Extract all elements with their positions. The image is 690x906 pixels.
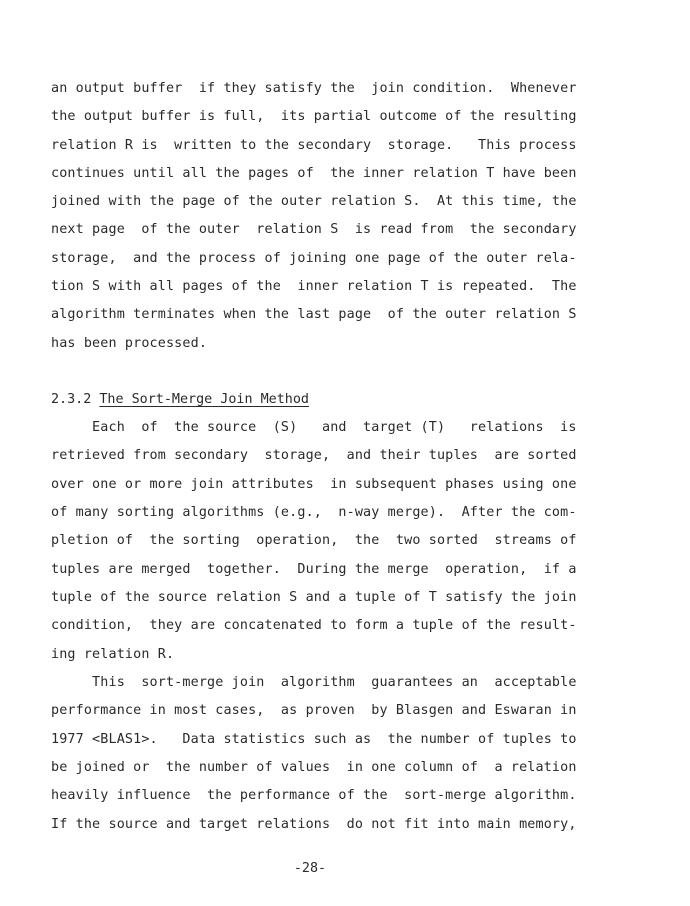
text-line: an output buffer if they satisfy the join condition. Whenever — [51, 81, 577, 96]
text-line: heavily influence the performance of the sort-merge algorithm. — [51, 788, 577, 803]
text-line: ing relation R. — [51, 647, 175, 662]
text-line: the output buffer is full, its partial outcome of the resulting — [51, 109, 577, 124]
text-line: tuples are merged together. During the merge operation, if a — [51, 562, 577, 577]
text-line: continues until all the pages of the inner relation T have been — [51, 166, 577, 181]
text-line: condition, they are concatenated to form a tuple of the result- — [51, 618, 577, 633]
text-line: performance in most cases, as proven by Blasgen and Eswaran in — [51, 703, 577, 718]
text-line: This sort-merge join algorithm guarantees an acceptable — [51, 675, 577, 690]
text-line: 1977 <BLAS1>. Data statistics such as the number of tuples to — [51, 732, 577, 747]
text-line: storage, and the process of joining one page of the outer rela- — [51, 251, 577, 266]
text-line: has been processed. — [51, 336, 208, 351]
text-line: relation R is written to the secondary storage. This process — [51, 138, 577, 153]
text-line: If the source and target relations do not fit into main memory, — [51, 817, 577, 832]
section-title: The Sort-Merge Join Method — [99, 392, 309, 407]
text-line: next page of the outer relation S is read from the secondary — [51, 222, 577, 237]
text-line: over one or more join attributes in subsequent phases using one — [51, 477, 577, 492]
text-line: tion S with all pages of the inner relation T is repeated. The — [51, 279, 577, 294]
text-line: tuple of the source relation S and a tuple of T satisfy the join — [51, 590, 577, 605]
text-line: be joined or the number of values in one column of a relation — [51, 760, 577, 775]
text-line: pletion of the sorting operation, the two sorted streams of — [51, 533, 577, 548]
page-number: -28- — [293, 861, 327, 876]
section-heading — [51, 392, 309, 408]
text-line: Each of the source (S) and target (T) relations is — [51, 420, 577, 435]
text-line: algorithm terminates when the last page of the outer relation S — [51, 307, 577, 322]
section-number: 2.3.2 — [51, 392, 100, 407]
text-line: retrieved from secondary storage, and their tuples are sorted — [51, 448, 577, 463]
text-line: joined with the page of the outer relation S. At this time, the — [51, 194, 577, 209]
text-line: of many sorting algorithms (e.g., n-way merge). After the com- — [51, 505, 577, 520]
